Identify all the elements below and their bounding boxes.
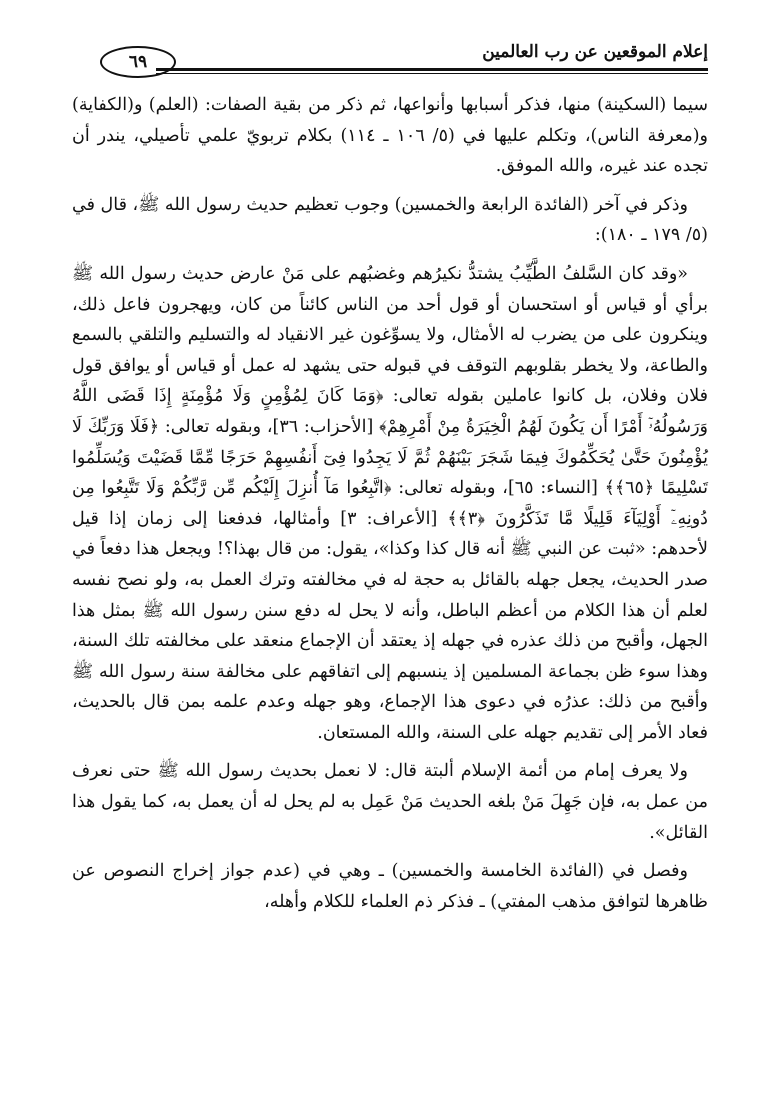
paragraph: سيما (السكينة) منها، فذكر أسبابها وأنواعها، ثم ذكر من بقية الصفات: (العلم) و(الكفاية) و(معرفة الناس)، وتكلم عليها في (٥/ ١٠٦ ـ ١١٤) بكلام تربويّ علمي تأصيلي، يندر أن تجده عند غيره، والله الموفق. (72, 95, 708, 177)
header-rule (156, 68, 708, 71)
paragraph: وفصل في (الفائدة الخامسة والخمسين) ـ وهي في (عدم جواز إخراج النصوص عن ظاهرها لتوافق مذهب المفتي) ـ فذكر ذم العلماء للكلام وأهله، (72, 861, 708, 912)
paragraph: وذكر في آخر (الفائدة الرابعة والخمسين) وجوب تعظيم حديث رسول الله ﷺ، قال في (٥/ ١٧٩ ـ ١٨٠): (72, 194, 708, 246)
page-header (62, 36, 708, 80)
header-rule-thin (156, 73, 708, 74)
page-body (72, 90, 708, 925)
quoted-paragraph: «وقد كان السَّلفُ الطَّيِّبُ يشتدُّ نكيرُهم وغضبُهم على مَنْ عارض حديث رسول الله ﷺ برأي أو قياس أو استحسان أو قول أحد من الناس كائناً من كان، ويهجرون فاعل ذلك، وينكرون على من يضرب له الأمثال، ولا يسوِّغون غير الانقياد له والتسليم والتلقي بالسمع والطاعة، ولا يخطر بقلوبهم التوقف في قبوله حتى يشهد له عمل أو قياس أو يوافق قول فلان وفلان، بل كانوا عاملين بقوله تعالى: ﴿وَمَا كَانَ لِمُؤْمِنٍ وَلَا مُؤْمِنَةٍ إِذَا قَضَى اللَّهُ وَرَسُولُهُۥٓ أَمْرًا أَن يَكُونَ لَهُمُ الْخِيَرَةُ مِنْ أَمْرِهِمْ﴾ [الأحزاب: ٣٦]، وبقوله تعالى: ﴿فَلَا وَرَبِّكَ لَا يُؤْمِنُونَ حَتَّىٰ يُحَكِّمُوكَ فِيمَا شَجَرَ بَيْنَهُمْ ثُمَّ لَا يَجِدُوا فِىٓ أَنفُسِهِمْ حَرَجًا مِّمَّا قَضَيْتَ وَيُسَلِّمُوا تَسْلِيمًا ﴿٦٥﴾﴾ [النساء: ٦٥]، وبقوله تعالى: ﴿اتَّبِعُوا مَآ أُنزِلَ إِلَيْكُم مِّن رَّبِّكُمْ وَلَا تَتَّبِعُوا مِن دُونِهِۦٓ أَوْلِيَآءَ قَلِيلًا مَّا تَذَكَّرُونَ ﴿٣﴾﴾ [الأعراف: ٣] وأمثالها، فدفعنا إلى زمان إذا قيل لأحدهم: «ثبت عن النبي ﷺ أنه قال كذا وكذا»، يقول: من قال بهذا؟! ويجعل هذا دفعاً في صدر الحديث، يجعل جهله بالقائل به حجة له في مخالفته وترك العمل به، ولو نصح نفسه لعلم أن هذا الكلام من أعظم الباطل، وأنه لا يحل له دفع سنن رسول الله ﷺ بمثل هذا الجهل، وأقبح من ذلك عذره في جهله إذ يعتقد أن الإجماع منعقد على مخالفته تلك السنة، وهذا سوء ظن بجماعة المسلمين إذ ينسبهم إلى اتفاقهم على مخالفة سنة رسول الله ﷺ وأقبح من ذلك: عذرُه في دعوى هذا الإجماع، وهو جهله وعدم علمه بمن قال بالحديث، فعاد الأمر إلى تقديم جهله على السنة، والله المستعان. (72, 263, 709, 743)
running-title: إعلام الموقعين عن رب العالمين (482, 42, 708, 62)
paragraph: ولا يعرف إمام من أئمة الإسلام ألبتة قال: لا نعمل بحديث رسول الله ﷺ حتى نعرف من عمل به، فإن جَهِلَ مَنْ بلغه الحديث مَنْ عَمِل به لم يحل له أن يعمل به، كما يقول هذا القائل». (72, 761, 708, 843)
page-number: ٦٩ (100, 46, 176, 78)
